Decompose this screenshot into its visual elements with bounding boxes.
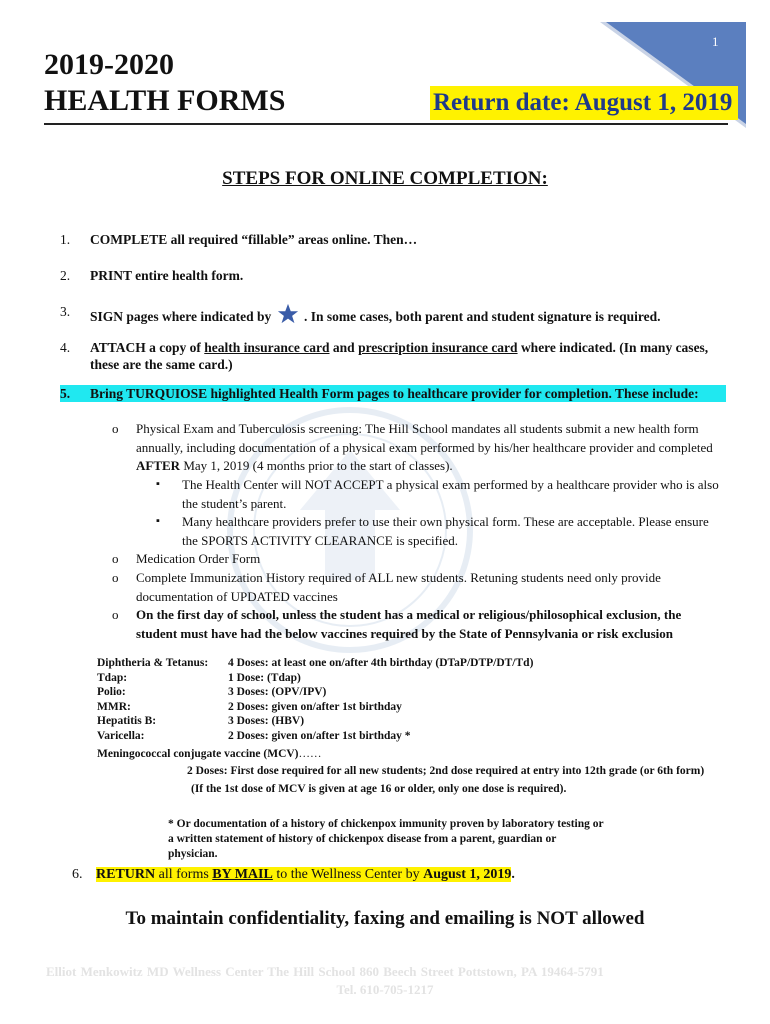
bullet-text: The Health Center will NOT ACCEPT a physical exam performed by a healthcare provider who is also the student’s parent. [182,477,719,511]
sub-item-text: On the first day of school, unless the student has a medical or religious/philosophical exclusion, the student must have had the below vaccines required by the State of Pennsylvania or risk exclusion [136,607,682,641]
sub-item-bold: AFTER [136,458,181,473]
step-text: all required “fillable” areas online. Then… [167,232,418,247]
step-6 [72,867,732,883]
vaccine-dose: 2 Doses: given on/after 1st birthday * [228,729,411,742]
step-2 [60,267,726,284]
step-text: where indicated. (In many cases, these are the same card.) [90,340,709,372]
sub-item-first-day [112,606,724,643]
vaccine-name: Hepatitis B: [97,715,157,727]
vaccine-name: Diphtheria & Tetanus: [97,657,209,669]
step-text: a copy of [145,340,205,355]
vaccine-name: Polio: [97,686,126,698]
mcv-label-row [97,747,322,762]
step-6-highlight [96,867,511,882]
mcv-label: Meningococcal conjugate vaccine (MCV) [97,748,299,760]
step-number: 6. [72,867,83,882]
step-number: 2. [60,268,71,283]
step-keyword: SIGN [90,309,124,324]
health-insurance-card-text: health insurance card [204,340,330,355]
return-deadline: August 1, 2019 [423,867,512,882]
mcv-age-note: (If the 1st dose of MCV is given at age 16 or older, only one dose is required). [191,783,567,795]
list-marker: o [112,551,119,566]
list-marker: o [112,570,119,585]
bullet-own-form [156,513,724,550]
vaccine-dose: 4 Doses: at least one on/after 4th birthday (DTaP/DTP/DT/Td) [228,657,534,669]
vaccine-dose: 3 Doses: (OPV/IPV) [228,686,327,698]
step-number: 4. [60,340,71,355]
step-text: Bring TURQUIOSE highlighted Health Form pages to healthcare provider for completion. These include: [90,386,699,401]
bullet-parent-physician [156,476,724,513]
vaccine-dose: 1 Dose: (Tdap) [228,671,301,684]
step-5 [60,385,726,402]
sub-item-immunization [112,569,724,606]
bullet-text: Many healthcare providers prefer to use their own physical form. These are acceptable. Please ensure the SPORTS ACTIVITY CLEARANCE is specified. [182,514,709,548]
sub-item-text: Physical Exam and Tuberculosis screening: The Hill School mandates all students submit a new health form annually, including documentation of a physical exam performed by his/her healthcare provider and completed [136,421,713,455]
mcv-dose-line: 2 Doses: First dose required for all new students; 2nd dose required at entry into 12th grade (or 6th form) [187,765,705,777]
sub-item-medication [112,550,724,569]
confidentiality-notice: To maintain confidentiality, faxing and emailing is NOT allowed [125,908,645,929]
step-text: to the Wellness Center by [272,867,424,882]
footer-address: Elliot Menkowitz MD Wellness Center The Hill School 860 Beech Street Pottstown, PA 19464-5791 [46,964,604,979]
step-3 [60,303,726,325]
step-keyword: RETURN [96,867,156,882]
step-keyword: ATTACH [90,340,146,355]
list-marker: o [112,421,119,436]
vaccine-name: Tdap: [97,671,128,684]
vaccine-dose: 3 Doses: (HBV) [228,715,305,727]
sub-item-physical [112,420,724,476]
page-title: HEALTH FORMS [44,84,286,117]
chickenpox-note: * Or documentation of a history of chickenpox immunity proven by laboratory testing or a written statement of history of chickenpox disease from a parent, guardian or physician. [168,818,604,860]
step-1 [60,231,726,248]
page-number: 1 [712,34,719,49]
sub-item-text: Complete Immunization History required of ALL new students. Retuning students need only provide documentation of UPDATED vaccines [136,570,661,604]
step-4 [60,339,726,373]
bullet-marker: ▪ [156,478,160,490]
mcv-dots: …… [298,748,322,760]
step-keyword: COMPLETE [90,232,168,247]
sub-item-text: May 1, 2019 (4 months prior to the start of classes). [180,458,453,473]
vaccine-name: MMR: [97,700,131,713]
step-number: 3. [60,304,71,319]
vaccine-name: Varicella: [97,729,145,742]
steps-heading: STEPS FOR ONLINE COMPLETION: [222,168,548,189]
year-heading: 2019-2020 [44,48,174,81]
step-number: 5. [60,386,71,401]
step-text: and [329,340,359,355]
sub-item-text: Medication Order Form [136,551,261,566]
signature-star-icon [277,303,299,325]
return-date-banner: Return date: August 1, 2019 [430,86,738,120]
step-text: all forms [155,867,213,882]
header-rule [44,123,728,125]
step-text: . [511,867,515,882]
vaccine-dose: 2 Doses: given on/after 1st birthday [228,700,402,713]
list-marker: o [112,607,119,622]
by-mail-text: BY MAIL [212,867,273,882]
bullet-marker: ▪ [156,515,160,527]
step-keyword: PRINT [90,268,132,283]
step-number: 1. [60,232,71,247]
step-text: pages where indicated by [123,309,275,324]
step-text: . In some cases, both parent and student signature is required. [300,309,661,324]
prescription-insurance-card-text: prescription insurance card [358,340,518,355]
footer-phone: Tel. 610-705-1217 [336,982,434,997]
step-text: entire health form. [131,268,244,283]
